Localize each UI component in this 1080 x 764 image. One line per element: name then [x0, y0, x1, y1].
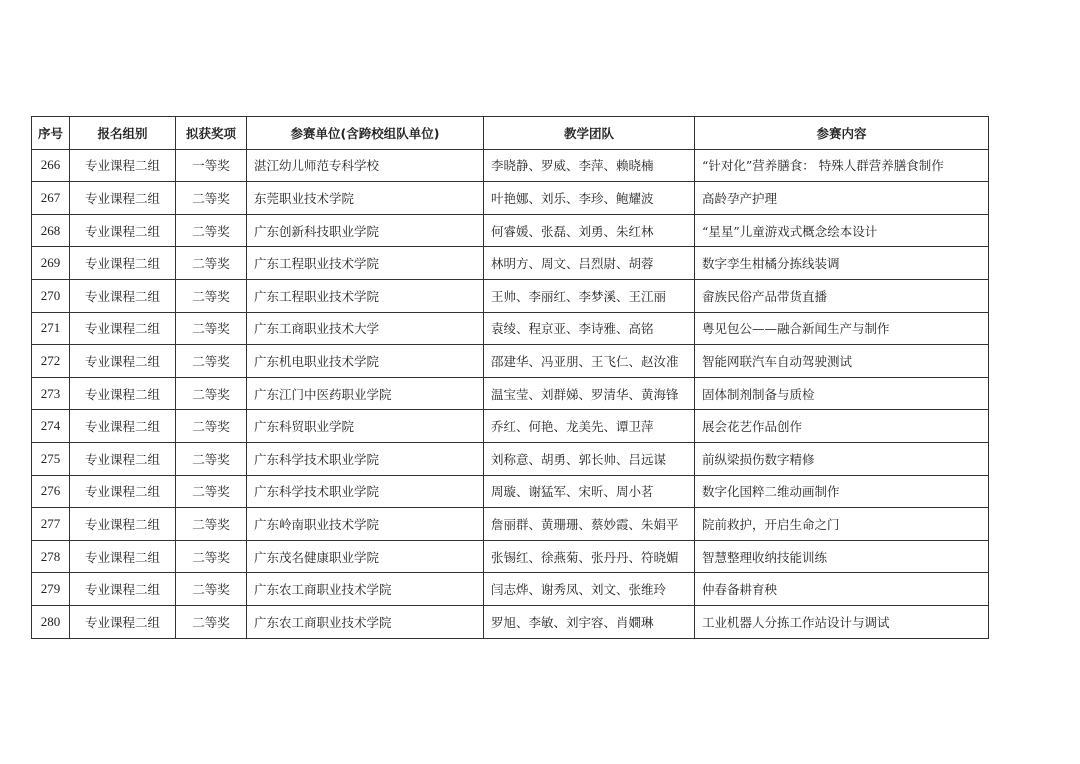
team-cell: 刘称意、胡勇、郭长帅、吕远谋: [484, 442, 695, 475]
header-serial-number: 序号: [32, 117, 70, 150]
table-row: [32, 605, 989, 638]
institution-cell: 广东江门中医药职业学院: [247, 377, 484, 410]
header-content: 参赛内容: [695, 117, 989, 150]
group-cell: 专业课程二组: [70, 312, 176, 345]
content-cell: 工业机器人分拣工作站设计与调试: [695, 605, 989, 638]
content-cell: 数字孪生柑橘分拣线装调: [695, 247, 989, 280]
award-list-table: [31, 116, 989, 639]
table-row: [32, 279, 989, 312]
content-cell: 数字化国粹二维动画制作: [695, 475, 989, 508]
institution-cell: 广东科学技术职业学院: [247, 475, 484, 508]
group-cell: 专业课程二组: [70, 605, 176, 638]
award-cell: 二等奖: [176, 475, 247, 508]
serial-number-cell: 271: [32, 312, 70, 345]
institution-cell: 广东茂名健康职业学院: [247, 540, 484, 573]
award-cell: 二等奖: [176, 377, 247, 410]
group-cell: 专业课程二组: [70, 279, 176, 312]
institution-cell: 湛江幼儿师范专科学校: [247, 149, 484, 182]
serial-number-cell: 272: [32, 345, 70, 378]
group-cell: 专业课程二组: [70, 149, 176, 182]
award-cell: 一等奖: [176, 149, 247, 182]
table-row: [32, 345, 989, 378]
institution-cell: 广东科贸职业学院: [247, 410, 484, 443]
institution-cell: 广东科学技术职业学院: [247, 442, 484, 475]
serial-number-cell: 274: [32, 410, 70, 443]
table-row: [32, 247, 989, 280]
award-cell: 二等奖: [176, 442, 247, 475]
award-cell: 二等奖: [176, 279, 247, 312]
team-cell: 袁绫、程京亚、李诗雅、高铭: [484, 312, 695, 345]
award-cell: 二等奖: [176, 345, 247, 378]
award-cell: 二等奖: [176, 508, 247, 541]
content-cell: “星星”儿童游戏式概念绘本设计: [695, 214, 989, 247]
table-row: [32, 573, 989, 606]
team-cell: 叶艳娜、刘乐、李珍、鲍耀波: [484, 182, 695, 215]
content-cell: 展会花艺作品创作: [695, 410, 989, 443]
table-row: [32, 182, 989, 215]
group-cell: 专业课程二组: [70, 214, 176, 247]
table-row: [32, 312, 989, 345]
header-team: 教学团队: [484, 117, 695, 150]
group-cell: 专业课程二组: [70, 345, 176, 378]
table-row: [32, 377, 989, 410]
serial-number-cell: 279: [32, 573, 70, 606]
content-cell: 院前救护，开启生命之门: [695, 508, 989, 541]
group-cell: 专业课程二组: [70, 573, 176, 606]
content-cell: 高龄孕产护理: [695, 182, 989, 215]
group-cell: 专业课程二组: [70, 475, 176, 508]
award-cell: 二等奖: [176, 182, 247, 215]
content-cell: 固体制剂制备与质检: [695, 377, 989, 410]
team-cell: 詹丽群、黄珊珊、蔡妙霞、朱娟平: [484, 508, 695, 541]
serial-number-cell: 277: [32, 508, 70, 541]
institution-cell: 广东工商职业技术大学: [247, 312, 484, 345]
team-cell: 林明方、周文、吕烈尉、胡蓉: [484, 247, 695, 280]
award-cell: 二等奖: [176, 410, 247, 443]
serial-number-cell: 268: [32, 214, 70, 247]
header-institution: 参赛单位(含跨校组队单位): [247, 117, 484, 150]
award-cell: 二等奖: [176, 540, 247, 573]
header-award: 拟获奖项: [176, 117, 247, 150]
team-cell: 温宝莹、刘群娣、罗清华、黄海锋: [484, 377, 695, 410]
table-row: [32, 214, 989, 247]
group-cell: 专业课程二组: [70, 410, 176, 443]
content-cell: 前纵梁损伤数字精修: [695, 442, 989, 475]
serial-number-cell: 270: [32, 279, 70, 312]
content-cell: 畲族民俗产品带货直播: [695, 279, 989, 312]
table-row: [32, 508, 989, 541]
award-cell: 二等奖: [176, 573, 247, 606]
table-row: [32, 540, 989, 573]
serial-number-cell: 266: [32, 149, 70, 182]
content-cell: 粤见包公——融合新闻生产与制作: [695, 312, 989, 345]
group-cell: 专业课程二组: [70, 182, 176, 215]
table-header-row: [32, 117, 989, 150]
institution-cell: 广东岭南职业技术学院: [247, 508, 484, 541]
group-cell: 专业课程二组: [70, 508, 176, 541]
award-cell: 二等奖: [176, 312, 247, 345]
content-cell: 智能网联汽车自动驾驶测试: [695, 345, 989, 378]
group-cell: 专业课程二组: [70, 377, 176, 410]
institution-cell: 广东工程职业技术学院: [247, 247, 484, 280]
table-row: [32, 475, 989, 508]
team-cell: 罗旭、李敏、刘宇容、肖嫺琳: [484, 605, 695, 638]
serial-number-cell: 278: [32, 540, 70, 573]
team-cell: 王帅、李丽红、李梦溪、王江丽: [484, 279, 695, 312]
team-cell: 邵建华、冯亚朋、王飞仁、赵汝准: [484, 345, 695, 378]
institution-cell: 东莞职业技术学院: [247, 182, 484, 215]
content-cell: “针对化”营养膳食： 特殊人群营养膳食制作: [695, 149, 989, 182]
serial-number-cell: 280: [32, 605, 70, 638]
group-cell: 专业课程二组: [70, 540, 176, 573]
award-list-table-container: [31, 116, 989, 639]
award-cell: 二等奖: [176, 605, 247, 638]
team-cell: 张锡红、徐燕菊、张丹丹、符晓媚: [484, 540, 695, 573]
award-cell: 二等奖: [176, 214, 247, 247]
group-cell: 专业课程二组: [70, 247, 176, 280]
team-cell: 何睿媛、张磊、刘勇、朱红林: [484, 214, 695, 247]
institution-cell: 广东农工商职业技术学院: [247, 605, 484, 638]
group-cell: 专业课程二组: [70, 442, 176, 475]
institution-cell: 广东创新科技职业学院: [247, 214, 484, 247]
team-cell: 周璇、谢猛军、宋昕、周小茗: [484, 475, 695, 508]
institution-cell: 广东工程职业技术学院: [247, 279, 484, 312]
institution-cell: 广东机电职业技术学院: [247, 345, 484, 378]
institution-cell: 广东农工商职业技术学院: [247, 573, 484, 606]
team-cell: 李晓静、罗威、李萍、赖晓楠: [484, 149, 695, 182]
table-row: [32, 149, 989, 182]
serial-number-cell: 269: [32, 247, 70, 280]
serial-number-cell: 276: [32, 475, 70, 508]
team-cell: 乔红、何艳、龙美先、谭卫萍: [484, 410, 695, 443]
award-cell: 二等奖: [176, 247, 247, 280]
content-cell: 仲春备耕育秧: [695, 573, 989, 606]
table-row: [32, 410, 989, 443]
content-cell: 智慧整理收纳技能训练: [695, 540, 989, 573]
serial-number-cell: 273: [32, 377, 70, 410]
header-group: 报名组别: [70, 117, 176, 150]
serial-number-cell: 267: [32, 182, 70, 215]
table-row: [32, 442, 989, 475]
team-cell: 闫志烨、谢秀凤、刘文、张维玲: [484, 573, 695, 606]
serial-number-cell: 275: [32, 442, 70, 475]
